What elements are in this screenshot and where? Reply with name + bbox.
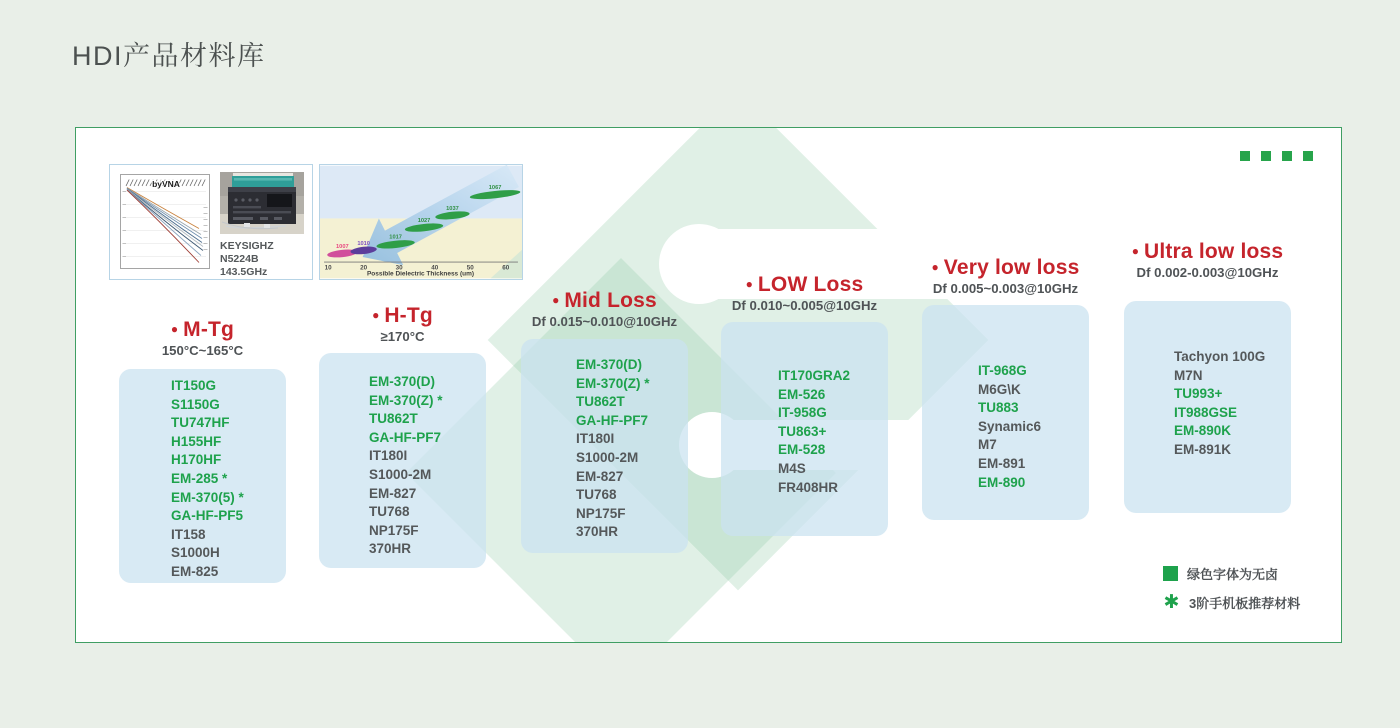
decor-square (1240, 151, 1250, 161)
instrument-model: KEYSIGHZ N5224B (220, 240, 274, 265)
category-header (319, 304, 486, 344)
decor-square (1282, 151, 1292, 161)
material-list (1124, 301, 1291, 460)
material-item: M4S (778, 460, 806, 476)
material-item: S1000H (171, 545, 220, 561)
material-item: S1150G (171, 396, 220, 412)
material-card (521, 339, 688, 553)
bullet-icon: ● (931, 260, 939, 274)
material-card (319, 353, 486, 568)
material-item: IT180I (576, 431, 615, 447)
bullet-icon: ● (745, 277, 753, 291)
material-item: NP175F (369, 522, 419, 538)
material-item: EM-370(Z) * (369, 392, 443, 408)
green-asterisk-icon: ✱ (1163, 592, 1180, 613)
material-item: EM-827 (369, 485, 417, 501)
category-header (521, 289, 688, 329)
material-item: NP175F (576, 505, 626, 521)
material-item: EM-370(Z) * (576, 375, 650, 391)
material-item: IT-958G (778, 405, 827, 421)
material-item: S1000-2M (576, 449, 639, 465)
material-item: GA-HF-PF7 (576, 412, 648, 428)
material-item: EM-370(D) (369, 374, 436, 389)
material-item: TU747HF (171, 415, 230, 431)
x-tick-label: 30 (395, 264, 403, 272)
material-item: FR408HR (778, 479, 839, 495)
legend-label: 3阶手机板推荐材料 (1189, 596, 1301, 611)
material-item: H170HF (171, 452, 222, 468)
material-list (922, 305, 1089, 492)
glass-style-label: 1067 (488, 185, 502, 192)
material-item: GA-HF-PF5 (171, 508, 243, 524)
category-column-h-tg (319, 128, 486, 642)
x-tick-label: 60 (502, 264, 510, 272)
material-item: S1000-2M (369, 466, 432, 482)
material-list (319, 353, 486, 559)
material-item: IT180I (369, 448, 408, 464)
category-header (721, 273, 888, 313)
x-tick-label: 10 (324, 264, 332, 272)
category-title: LOW Loss (757, 273, 864, 296)
material-card (1124, 301, 1291, 513)
material-item: EM-891K (1174, 441, 1232, 457)
bullet-icon: ● (170, 322, 179, 336)
material-item: IT158 (171, 526, 206, 542)
category-subtitle: Df 0.005~0.003@10GHz (932, 281, 1079, 296)
category-subtitle: Df 0.010~0.005@10GHz (731, 298, 878, 313)
material-item: M7 (978, 437, 997, 453)
material-item: EM-891 (978, 455, 1026, 471)
material-item: IT170GRA2 (778, 368, 851, 383)
material-item: TU862T (576, 394, 625, 410)
page-title: HDI产品材料库 (72, 41, 266, 71)
material-item: TU883 (978, 400, 1019, 416)
material-item: EM-890K (1174, 423, 1232, 439)
material-item: M6G\K (978, 381, 1021, 397)
category-title: Mid Loss (564, 289, 657, 312)
category-header (1124, 240, 1291, 280)
glass-style-label: 1027 (417, 218, 431, 224)
material-item: EM-285 * (171, 470, 228, 486)
category-title: Very low loss (943, 256, 1080, 279)
bullet-icon: ● (1131, 244, 1139, 258)
x-axis-label: Possible Dielectric Thickness (um) (366, 270, 475, 278)
decor-square (1303, 151, 1313, 161)
material-item: EM-526 (778, 386, 826, 402)
material-item: GA-HF-PF7 (369, 429, 441, 445)
material-list (521, 339, 688, 542)
material-list (119, 369, 286, 582)
material-item: EM-825 (171, 563, 219, 579)
material-item: 370HR (369, 541, 412, 557)
decor-square (1261, 151, 1271, 161)
category-subtitle: Df 0.002-0.003@10GHz (1136, 265, 1279, 280)
vna-chart-label: byVNA (152, 179, 180, 189)
legend-label: 绿色字体为无卤 (1187, 567, 1279, 582)
material-list (721, 322, 888, 497)
category-title: M-Tg (183, 318, 235, 341)
category-column-low-loss (721, 128, 888, 642)
material-item: M7N (1174, 367, 1203, 383)
material-item: H155HF (171, 433, 222, 449)
category-subtitle: ≥170°C (380, 329, 425, 344)
category-column-very-low-loss (922, 128, 1089, 642)
category-subtitle: Df 0.015~0.010@10GHz (531, 314, 678, 329)
x-tick-label: 40 (431, 264, 439, 272)
material-item: EM-370(D) (576, 357, 643, 372)
instrument-frequency: 143.5GHz (220, 266, 268, 278)
glass-style-label: 1010 (357, 240, 370, 247)
glass-style-label: 1017 (389, 234, 402, 241)
glass-style-label: 1007 (336, 243, 349, 250)
material-item: EM-827 (576, 468, 624, 484)
legend (1163, 564, 1300, 612)
material-item: TU768 (576, 487, 617, 503)
material-item: Tachyon 100G (1174, 349, 1266, 364)
material-item: TU862T (369, 411, 418, 427)
decor-squares (1240, 151, 1313, 161)
material-item: IT150G (171, 378, 217, 393)
green-square-icon (1163, 566, 1178, 581)
x-tick-label: 20 (360, 264, 368, 272)
category-column-mid-loss (521, 128, 688, 642)
material-item: TU863+ (778, 423, 827, 439)
category-header (922, 256, 1089, 296)
legend-row (1163, 593, 1300, 612)
material-card (119, 369, 286, 583)
material-card (922, 305, 1089, 520)
material-item: 370HR (576, 524, 619, 540)
bullet-icon: ● (372, 308, 380, 322)
category-column-m-tg (119, 128, 286, 642)
material-item: Synamic6 (978, 418, 1042, 434)
category-header (119, 318, 286, 358)
category-title: H-Tg (384, 304, 433, 327)
bullet-icon: ● (552, 293, 560, 307)
material-item: EM-528 (778, 442, 826, 458)
glass-style-label: 1037 (446, 205, 459, 212)
material-item: IT-968G (978, 363, 1027, 378)
category-title: Ultra low loss (1143, 240, 1284, 263)
x-tick-label: 50 (466, 264, 474, 272)
category-subtitle: 150°C~165°C (161, 343, 244, 358)
material-item: EM-370(5) * (171, 489, 244, 505)
material-item: TU768 (369, 504, 410, 520)
material-card (721, 322, 888, 536)
material-item: EM-890 (978, 474, 1026, 490)
material-item: TU993+ (1174, 386, 1223, 402)
material-item: IT988GSE (1174, 404, 1238, 420)
content-panel (75, 127, 1342, 643)
legend-row (1163, 564, 1300, 583)
